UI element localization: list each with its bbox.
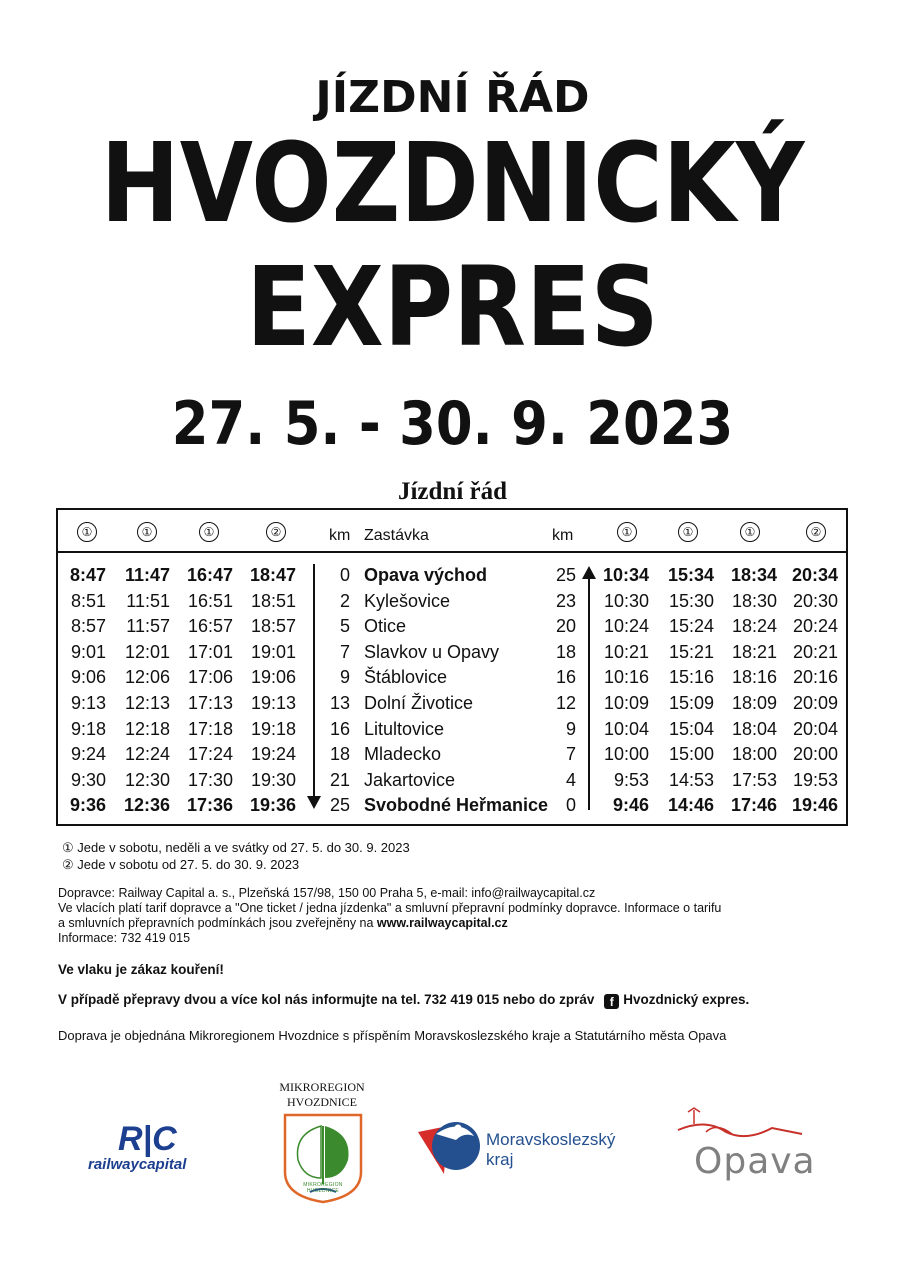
departure-time: 17:30	[187, 769, 233, 790]
return-time: 17:46	[730, 795, 777, 816]
return-time: 15:16	[668, 667, 714, 688]
stop-name: Svobodné Heřmanice	[364, 795, 549, 816]
return-time: 14:53	[668, 769, 714, 790]
return-time: 20:00	[792, 744, 838, 765]
km-back-value: 16	[555, 667, 576, 688]
moravskoslezsky-kraj-logo	[414, 1110, 629, 1180]
opava-wordmark: Opava	[694, 1141, 816, 1182]
validity-dates: 27. 5. - 30. 9. 2023	[171, 389, 734, 459]
departure-time: 12:06	[124, 667, 170, 688]
railwaycapital-wordmark: railwaycapital	[88, 1156, 187, 1173]
stop-name: Litultovice	[364, 718, 445, 739]
km-value: 16	[329, 718, 350, 739]
departure-time: 19:01	[250, 641, 296, 662]
departure-time: 11:47	[124, 565, 170, 585]
return-time: 18:04	[731, 718, 777, 739]
return-time: 20:04	[792, 718, 838, 739]
departure-time: 19:36	[249, 795, 296, 816]
mikroregion-name: HVOZDNICE	[287, 1095, 357, 1109]
railwaycapital-logo	[88, 1122, 223, 1177]
return-time: 15:21	[668, 641, 714, 662]
stop-header: Zastávka	[364, 527, 429, 544]
return-time: 10:30	[603, 590, 649, 611]
up-direction-line	[588, 578, 590, 810]
stop-name: Mladecko	[364, 744, 442, 765]
timetable-header-divider	[58, 551, 846, 553]
departure-time: 17:01	[187, 641, 233, 662]
departure-time: 19:24	[250, 744, 296, 765]
departure-time: 12:30	[124, 769, 170, 790]
return-time: 17:53	[731, 769, 777, 790]
return-time: 18:34	[730, 565, 777, 585]
opava-logo	[672, 1104, 822, 1194]
return-time: 20:34	[791, 565, 838, 585]
departure-time: 9:06	[70, 667, 106, 688]
stop-name: Otice	[364, 616, 407, 637]
return-time: 20:09	[792, 693, 838, 713]
note-2: ② Jede v sobotu od 27. 5. do 30. 9. 2023	[62, 857, 300, 872]
up-arrow-icon	[582, 566, 596, 580]
return-time: 10:16	[603, 667, 649, 688]
opava-swirl-icon	[676, 1104, 806, 1144]
return-time: 10:21	[603, 641, 649, 662]
km-back-value: 0	[565, 795, 576, 816]
departure-time: 9:36	[69, 795, 106, 816]
return-time: 18:24	[731, 616, 777, 637]
departure-time: 12:18	[124, 718, 170, 739]
return-time: 20:24	[792, 616, 838, 637]
carrier-info: Dopravce: Railway Capital a. s., Plzeňská 157/98, 150 00 Praha 5, e-mail: info@railwaycapital.cz	[58, 886, 596, 900]
departure-time: 19:13	[250, 693, 296, 713]
departure-time: 18:47	[249, 565, 296, 585]
km-value: 9	[339, 667, 350, 688]
down-arrow-icon	[307, 796, 321, 810]
return-time: 18:30	[731, 590, 777, 611]
departure-time: 8:57	[70, 616, 106, 637]
stop-name: Slavkov u Opavy	[364, 641, 500, 662]
return-time: 18:21	[731, 641, 777, 662]
departure-time: 19:30	[250, 769, 296, 790]
mikroregion-inner-text: MIKROREGION HVOZDNICE	[303, 1182, 343, 1194]
departure-time: 9:13	[70, 693, 106, 713]
left-column-header-3: ①	[199, 522, 219, 542]
km-back-header: km	[552, 527, 574, 544]
return-time: 9:53	[613, 769, 649, 790]
km-back-value: 23	[555, 590, 576, 611]
departure-time: 17:06	[187, 667, 233, 688]
km-back-value: 9	[565, 718, 576, 739]
website-link[interactable]: www.railwaycapital.cz	[376, 916, 508, 930]
left-column-header-2: ①	[137, 522, 157, 542]
return-time: 10:24	[603, 616, 649, 637]
right-column-header-2: ①	[678, 522, 698, 542]
return-time: 15:30	[668, 590, 714, 611]
return-time: 20:30	[792, 590, 838, 611]
departure-time: 9:24	[70, 744, 106, 765]
phone-info: Informace: 732 419 015	[58, 931, 191, 945]
return-time: 18:16	[731, 667, 777, 688]
departure-time: 19:18	[250, 718, 296, 739]
left-column-header-1: ①	[77, 522, 97, 542]
km-back-value: 12	[555, 693, 576, 713]
return-time: 10:09	[603, 693, 649, 713]
stop-name: Dolní Životice	[364, 693, 474, 713]
return-time: 18:00	[731, 744, 777, 765]
msk-name-line1: Moravskoslezský	[486, 1130, 616, 1149]
departure-time: 9:30	[70, 769, 106, 790]
no-smoking-notice: Ve vlaku je zákaz kouření!	[58, 962, 224, 977]
mikroregion-hvozdnice-logo	[262, 1078, 382, 1206]
mikroregion-title: MIKROREGION	[279, 1080, 365, 1094]
departure-time: 8:51	[70, 590, 106, 611]
msk-emblem-icon	[414, 1110, 482, 1180]
right-column-header-4: ②	[806, 522, 826, 542]
departure-time: 17:18	[187, 718, 233, 739]
departure-time: 9:01	[70, 641, 106, 662]
right-column-header-1: ①	[617, 522, 637, 542]
conditions-text: a smluvních přepravních podmínkách jsou zveřejněny na	[58, 916, 377, 930]
facebook-page-name: Hvozdnický expres.	[623, 992, 750, 1007]
tariff-info: Ve vlacích platí tarif dopravce a "One ticket / jedna jízdenka" a smluvní přepravní podmínky dopravce. Informace o tarifu	[58, 901, 722, 915]
stop-name: Opava východ	[364, 565, 488, 585]
return-time: 10:34	[602, 565, 649, 585]
return-time: 14:46	[667, 795, 714, 816]
return-time: 15:24	[668, 616, 714, 637]
km-back-value: 20	[555, 616, 576, 637]
return-time: 10:04	[603, 718, 649, 739]
departure-time: 12:36	[123, 795, 170, 816]
departure-time: 12:24	[124, 744, 170, 765]
km-value: 13	[329, 693, 350, 713]
railwaycapital-mark: R|C	[118, 1120, 177, 1158]
km-value: 7	[339, 641, 350, 662]
departure-time: 9:18	[70, 718, 106, 739]
departure-time: 12:01	[124, 641, 170, 662]
down-direction-line	[313, 564, 315, 800]
departure-time: 19:06	[250, 667, 296, 688]
funding-notice: Doprava je objednána Mikroregionem Hvozdnice s příspěním Moravskoslezského kraje a Statutárního města Opava	[58, 1028, 727, 1043]
timetable-title: Jízdní řád	[397, 478, 508, 505]
km-value: 2	[339, 590, 350, 611]
km-back-value: 18	[555, 641, 576, 662]
km-back-value: 25	[555, 565, 576, 585]
facebook-icon: f	[604, 994, 619, 1009]
departure-time: 18:51	[250, 590, 296, 611]
return-time: 19:46	[791, 795, 838, 816]
departure-time: 16:47	[186, 565, 233, 585]
return-time: 15:34	[667, 565, 714, 585]
return-time: 9:46	[612, 795, 649, 816]
departure-time: 17:36	[186, 795, 233, 816]
stop-name: Štáblovice	[364, 667, 448, 688]
return-time: 18:09	[731, 693, 777, 713]
departure-time: 8:47	[69, 565, 106, 585]
km-value: 5	[339, 616, 350, 637]
departure-time: 11:57	[126, 616, 170, 637]
bikes-text: V případě přepravy dvou a více kol nás informujte na tel. 732 419 015 nebo do zpráv	[58, 992, 595, 1007]
subtitle: JÍZDNÍ ŘÁD	[315, 72, 590, 123]
stop-name: Jakartovice	[364, 769, 456, 790]
title-line-1: HVOZDNICKÝ	[100, 119, 805, 247]
km-value: 0	[339, 565, 350, 585]
return-time: 10:00	[603, 744, 649, 765]
right-column-header-3: ①	[740, 522, 760, 542]
return-time: 15:04	[668, 718, 714, 739]
departure-time: 16:57	[187, 616, 233, 637]
km-value: 21	[329, 769, 350, 790]
return-time: 20:21	[792, 641, 838, 662]
return-time: 19:53	[792, 769, 838, 790]
title-line-2: EXPRES	[246, 243, 659, 371]
km-back-value: 7	[565, 744, 576, 765]
departure-time: 18:57	[250, 616, 296, 637]
return-time: 20:16	[792, 667, 838, 688]
km-value: 25	[329, 795, 350, 816]
note-1: ① Jede v sobotu, neděli a ve svátky od 27. 5. do 30. 9. 2023	[62, 840, 410, 855]
conditions-info	[58, 916, 508, 931]
departure-time: 17:24	[187, 744, 233, 765]
departure-time: 16:51	[187, 590, 233, 611]
departure-time: 11:51	[126, 590, 170, 611]
left-column-header-4: ②	[266, 522, 286, 542]
km-back-value: 4	[565, 769, 576, 790]
km-header: km	[329, 527, 351, 544]
departure-time: 17:13	[187, 693, 233, 713]
msk-name-line2: kraj	[486, 1150, 514, 1169]
km-value: 18	[329, 744, 350, 765]
bikes-notice	[58, 992, 749, 1009]
departure-time: 12:13	[124, 693, 170, 713]
stop-name: Kylešovice	[364, 590, 451, 611]
return-time: 15:00	[668, 744, 714, 765]
return-time: 15:09	[668, 693, 714, 713]
